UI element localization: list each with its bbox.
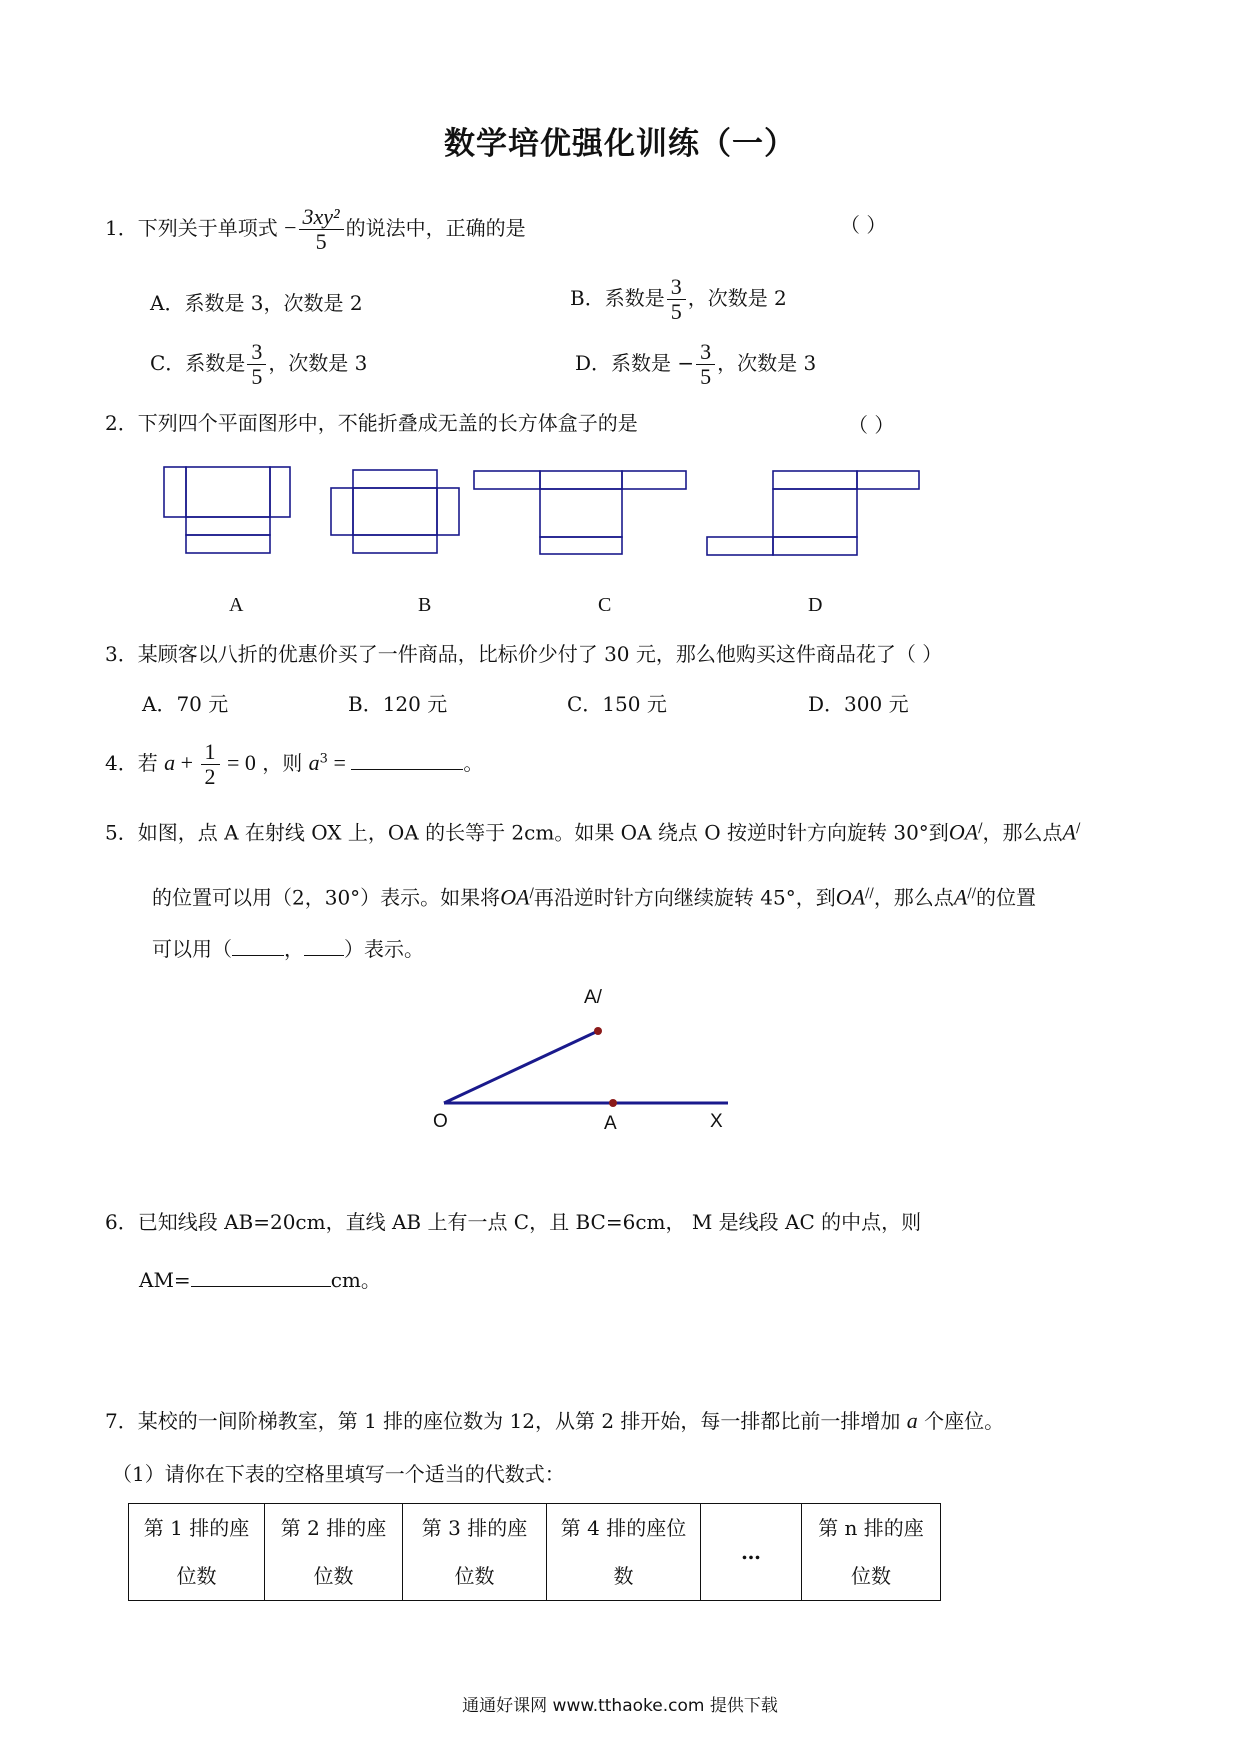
question-6-line2: AM= cm。 bbox=[139, 1264, 381, 1294]
seat-count-table bbox=[128, 1503, 941, 1601]
ray-oa-prime bbox=[444, 1031, 598, 1103]
q5-blank-1[interactable] bbox=[232, 933, 284, 956]
q1-option-a: A．系数是 3，次数是 2 bbox=[150, 291, 363, 315]
label-o: O bbox=[433, 1111, 448, 1132]
net-b bbox=[331, 470, 459, 553]
q3-option-b: B．120 元 bbox=[348, 692, 448, 716]
question-7: 7．某校的一间阶梯教室，第 1 排的座位数为 12，从第 2 排开始，每一排都比前一排增加 a 个座位。 bbox=[105, 1408, 1005, 1433]
q1-answer-paren: （ ） bbox=[840, 213, 887, 237]
table-header-cell: 第 4 排的座位 数 bbox=[547, 1504, 701, 1601]
net-label-a: A bbox=[229, 594, 244, 616]
q3-option-d: D．300 元 bbox=[808, 692, 909, 716]
table-header-cell: 第 3 排的座 位数 bbox=[403, 1504, 547, 1601]
q1-text-after: 的说法中，正确的是 bbox=[345, 216, 526, 240]
q1-fraction bbox=[299, 205, 344, 254]
question-3: 3．某顾客以八折的优惠价买了一件商品，比标价少付了 30 元，那么他购买这件商品花了（ ） bbox=[105, 642, 943, 666]
question-5: 5．如图，点 A 在射线 OX 上，OA 的长等于 2cm。如果 OA 绕点 O 按逆时针方向旋转 30°到OA/，那么点A/ bbox=[105, 819, 1081, 845]
table-header-cell: 第 2 排的座 位数 bbox=[265, 1504, 403, 1601]
box-nets-figure bbox=[0, 455, 1240, 575]
q1-frac-denominator: 5 bbox=[315, 229, 327, 254]
question-5-line2: 的位置可以用（2，30°）表示。如果将OA/再沿逆时针方向继续旋转 45°，到OA//，那么点A//的位置 bbox=[152, 884, 1037, 910]
table-header-cell: 第 n 排的座 位数 bbox=[802, 1504, 941, 1601]
q1-frac-numerator: 3xy² bbox=[299, 205, 344, 230]
q4-answer-blank[interactable] bbox=[351, 747, 463, 770]
q3-option-a: A．70 元 bbox=[142, 692, 229, 716]
net-label-c: C bbox=[598, 594, 612, 616]
question-1: 1．下列关于单项式 − $\frac{\text{3xy²}}{5}$ 的说法中，正确的是 bbox=[105, 204, 526, 254]
point-a-prime bbox=[594, 1027, 602, 1035]
point-a bbox=[609, 1099, 617, 1107]
q1-option-b: B．系数是 $\frac{3}{5}$ ，次数是 2 bbox=[570, 274, 787, 324]
q1-option-d: D．系数是 − $\frac{3}{5}$ ，次数是 3 bbox=[575, 339, 817, 389]
page-footer: 通通好课网 www.tthaoke.com 提供下载 bbox=[462, 1696, 778, 1716]
question-7-sub1: （1）请你在下表的空格里填写一个适当的代数式： bbox=[112, 1462, 565, 1486]
question-5-line3: 可以用（ ， ）表示。 bbox=[152, 933, 424, 963]
label-a-prime: A/ bbox=[584, 987, 602, 1008]
net-c bbox=[474, 471, 686, 554]
ray-rotation-figure bbox=[0, 980, 1240, 1140]
q1-option-c: C．系数是 $\frac{3}{5}$ ，次数是 3 bbox=[150, 339, 368, 389]
table-header-cell: 第 1 排的座 位数 bbox=[129, 1504, 265, 1601]
q5-blank-2[interactable] bbox=[304, 933, 344, 956]
q6-answer-blank[interactable] bbox=[191, 1264, 331, 1287]
q3-option-c: C．150 元 bbox=[567, 692, 667, 716]
label-x: X bbox=[710, 1111, 723, 1132]
label-a: A bbox=[604, 1113, 617, 1134]
table-header-cell: … bbox=[701, 1504, 802, 1601]
page-title: 数学培优强化训练（一） bbox=[444, 126, 796, 162]
net-a bbox=[164, 467, 290, 553]
net-d bbox=[707, 471, 919, 555]
question-6: 6．已知线段 AB=20cm，直线 AB 上有一点 C，且 BC=6cm， M 是线段 AC 的中点，则 bbox=[105, 1210, 922, 1234]
question-4: 4．若 a + $\frac{1}{2}$ = 0 ，则 $a^3$ = 。 bbox=[105, 739, 484, 789]
net-label-d: D bbox=[808, 594, 823, 616]
net-label-b: B bbox=[418, 594, 432, 616]
q2-answer-paren: （ ） bbox=[848, 413, 895, 437]
question-2: 2．下列四个平面图形中，不能折叠成无盖的长方体盒子的是 bbox=[105, 411, 638, 435]
q1-number: 1． bbox=[105, 216, 138, 240]
q1-text-before: 下列关于单项式 bbox=[137, 216, 278, 240]
